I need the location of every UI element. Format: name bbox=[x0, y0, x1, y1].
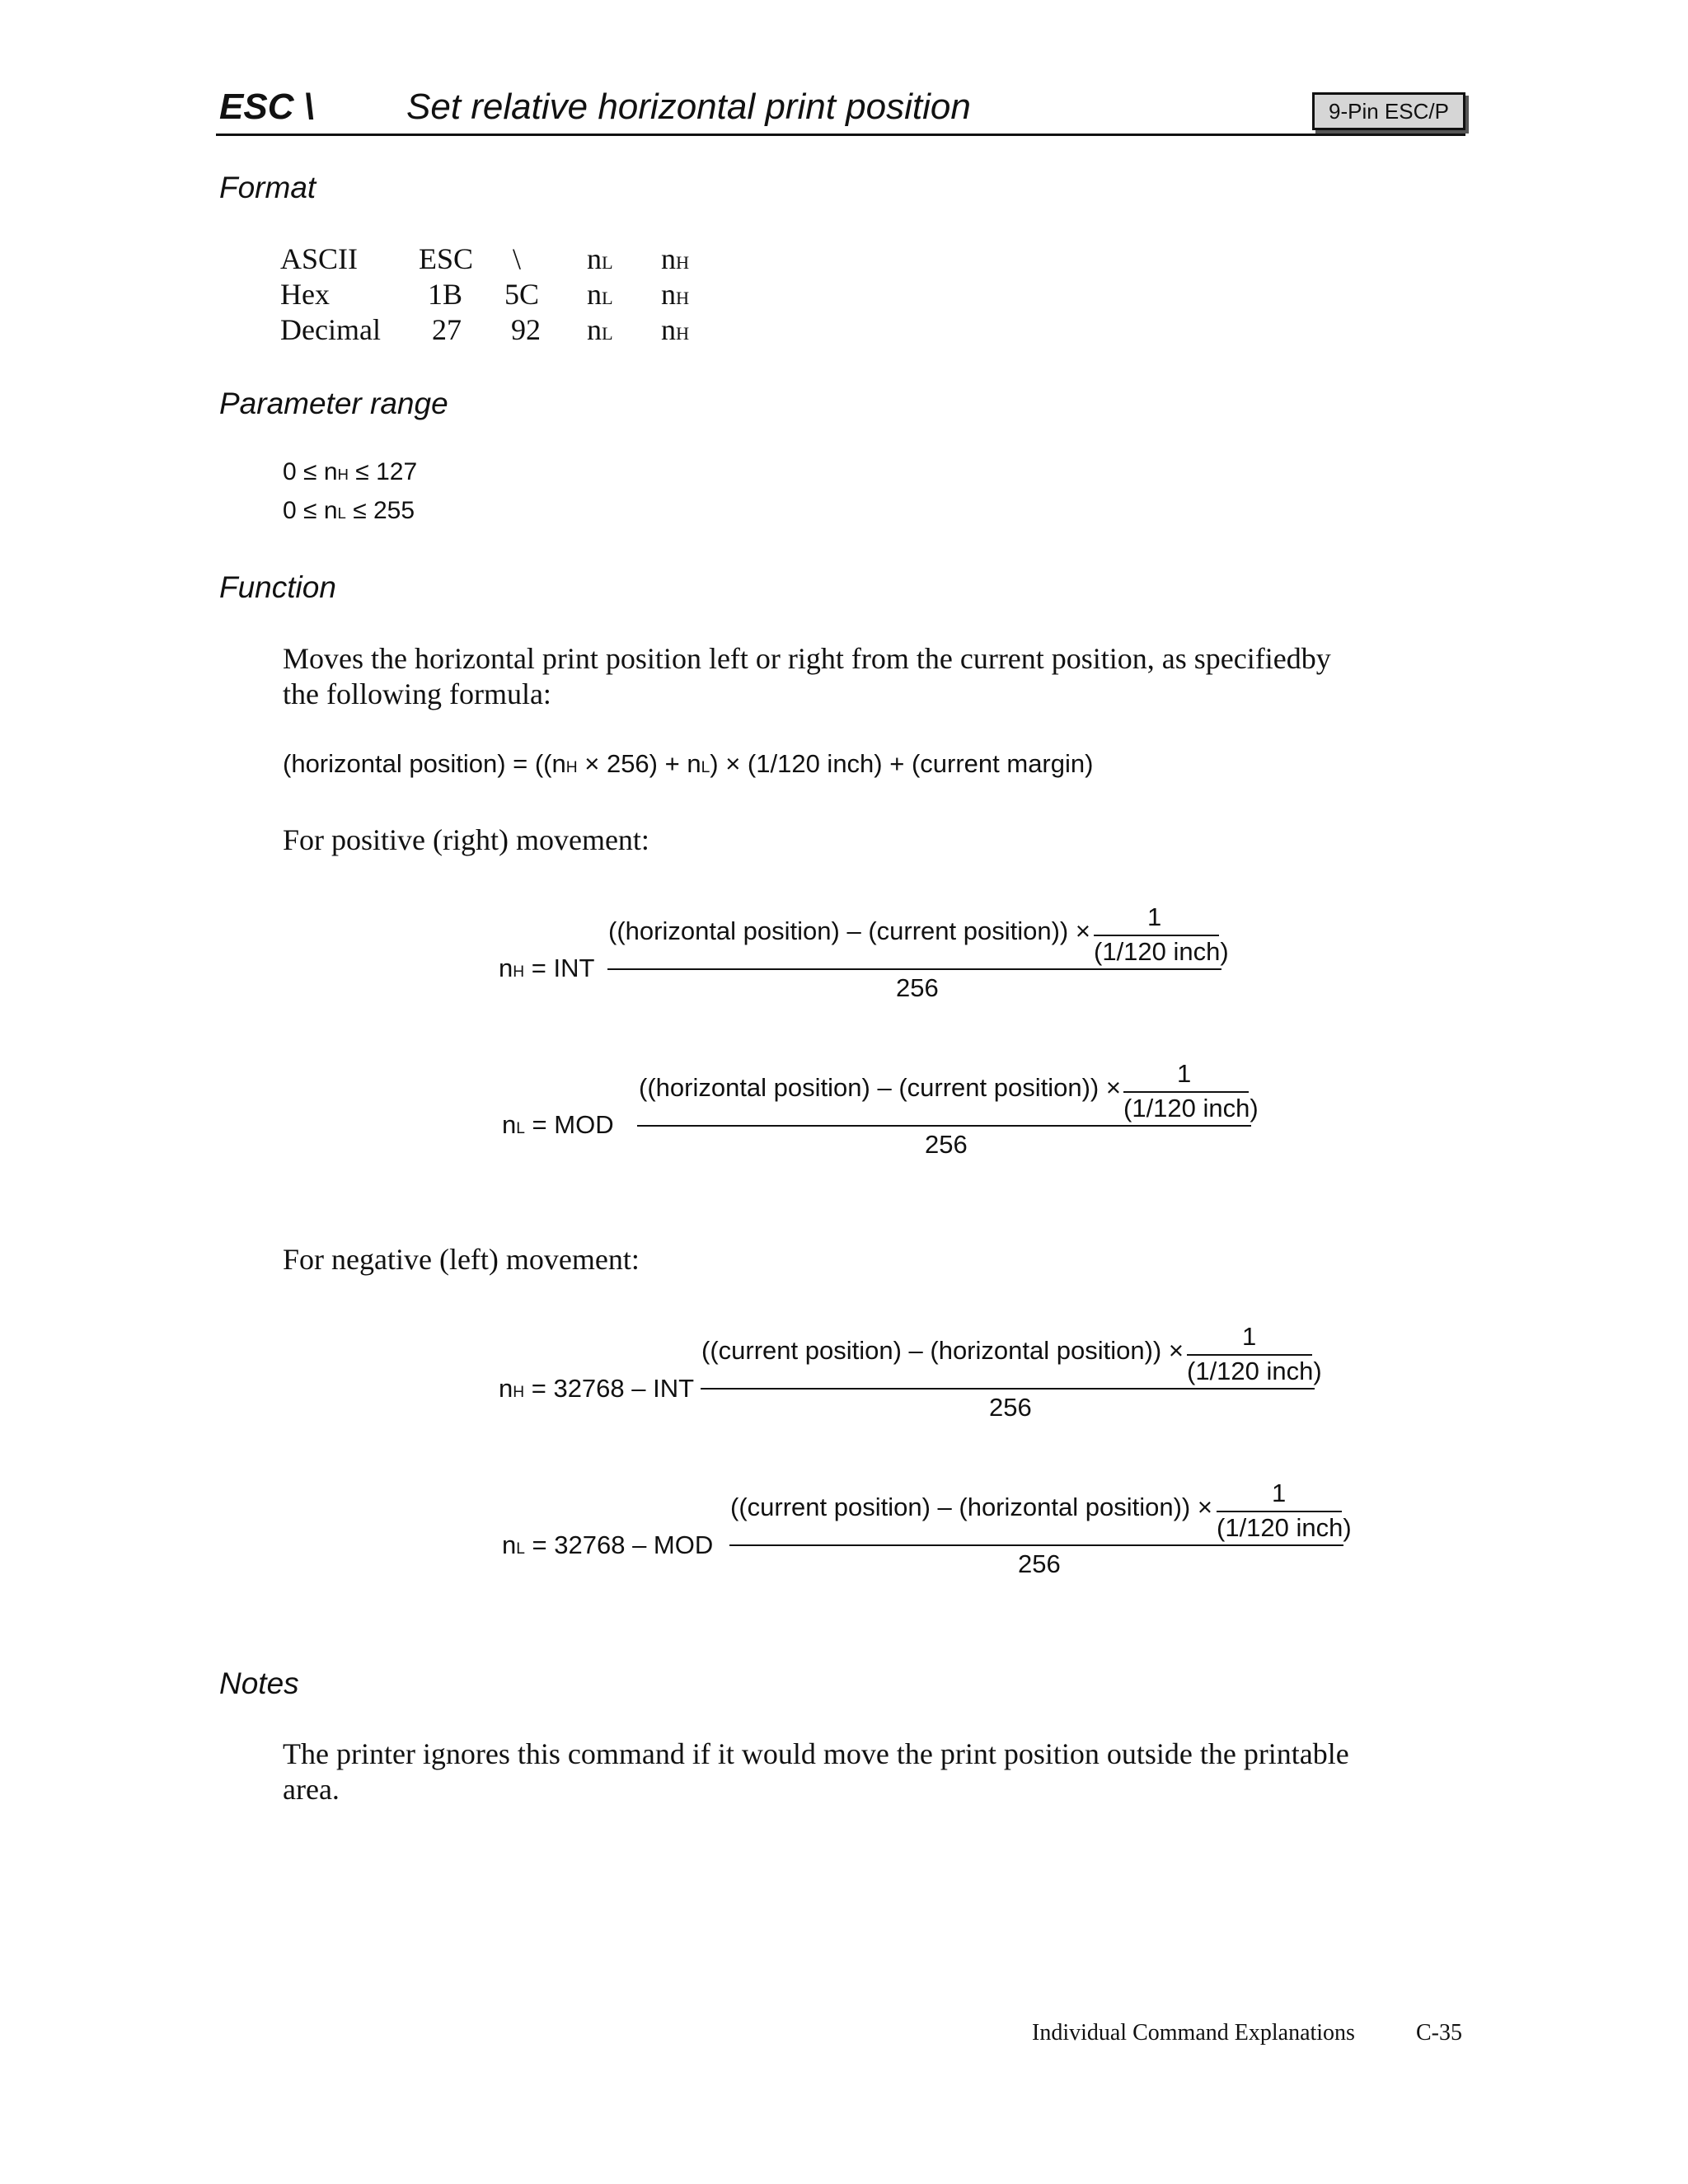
format-heading: Format bbox=[219, 171, 316, 204]
equation-denominator: 256 bbox=[896, 973, 939, 1002]
equation-denominator: 256 bbox=[1018, 1549, 1061, 1578]
positive-movement-heading: For positive (right) movement: bbox=[283, 823, 649, 856]
equation-lhs: nL = 32768 – MOD bbox=[502, 1530, 714, 1559]
format-row-label: ASCII bbox=[280, 242, 359, 275]
fraction-bar bbox=[1094, 935, 1219, 936]
footer-page-number: C-35 bbox=[1416, 2020, 1462, 2046]
format-row-label: Hex bbox=[280, 278, 330, 311]
equation-lhs: nH = INT bbox=[499, 954, 595, 982]
format-cell: \ bbox=[513, 242, 522, 275]
format-cell: nL bbox=[587, 313, 613, 346]
format-cell: ESC bbox=[419, 242, 474, 275]
fraction-denominator: (1/120 inch) bbox=[1123, 1094, 1259, 1122]
format-cell: nH bbox=[661, 313, 690, 346]
fraction-numerator: 1 bbox=[1242, 1322, 1257, 1351]
fraction-denominator: (1/120 inch) bbox=[1094, 937, 1229, 966]
param-nl-range: 0 ≤ nL ≤ 255 bbox=[283, 497, 415, 524]
equation-numerator: ((current position) – (horizontal position)) × bbox=[701, 1336, 1184, 1365]
negative-movement-heading: For negative (left) movement: bbox=[283, 1243, 640, 1276]
fraction-bar bbox=[1217, 1511, 1342, 1512]
format-row-label: Decimal bbox=[280, 313, 381, 346]
equation-denominator: 256 bbox=[989, 1393, 1032, 1422]
fraction-bar bbox=[1187, 1354, 1312, 1356]
equation-lhs: nL = MOD bbox=[502, 1110, 614, 1139]
equation-numerator: ((horizontal position) – (current position)) × bbox=[608, 916, 1090, 945]
fraction-bar bbox=[1123, 1091, 1249, 1093]
fraction-numerator: 1 bbox=[1272, 1479, 1287, 1507]
format-cell: nH bbox=[661, 278, 690, 311]
header-rule bbox=[216, 134, 1465, 136]
main-formula: (horizontal position) = ((nH × 256) + nL) × (1/120 inch) + (current margin) bbox=[283, 749, 1094, 778]
printer-type-badge: 9-Pin ESC/P bbox=[1312, 92, 1465, 130]
main-fraction-bar bbox=[729, 1544, 1343, 1546]
main-fraction-bar bbox=[701, 1388, 1315, 1390]
function-description: Moves the horizontal print position left or right from the current position, as specifiedby the following formula: bbox=[283, 642, 1331, 710]
fraction-numerator: 1 bbox=[1147, 902, 1162, 931]
format-cell: 27 bbox=[432, 313, 462, 346]
notes-text: The printer ignores this command if it would move the print position outside the printable area. bbox=[283, 1737, 1349, 1806]
format-cell: nL bbox=[587, 242, 613, 275]
param-nh-range: 0 ≤ nH ≤ 127 bbox=[283, 458, 418, 485]
main-fraction-bar bbox=[607, 968, 1221, 970]
format-cell: 1B bbox=[428, 278, 463, 311]
command-name: ESC \ bbox=[219, 87, 314, 127]
footer-section-title: Individual Command Explanations bbox=[1032, 2020, 1355, 2046]
parameter-range-heading: Parameter range bbox=[219, 387, 448, 420]
format-cell: 92 bbox=[511, 313, 541, 346]
equation-denominator: 256 bbox=[925, 1130, 968, 1159]
main-fraction-bar bbox=[637, 1125, 1251, 1127]
notes-heading: Notes bbox=[219, 1666, 299, 1700]
equation-lhs: nH = 32768 – INT bbox=[499, 1374, 695, 1403]
equation-numerator: ((horizontal position) – (current position)) × bbox=[639, 1073, 1121, 1102]
function-heading: Function bbox=[219, 570, 336, 604]
page-title: Set relative horizontal print position bbox=[406, 87, 971, 127]
fraction-denominator: (1/120 inch) bbox=[1187, 1357, 1322, 1385]
fraction-denominator: (1/120 inch) bbox=[1217, 1513, 1352, 1542]
format-cell: 5C bbox=[504, 278, 540, 311]
format-cell: nH bbox=[661, 242, 690, 275]
format-cell: nL bbox=[587, 278, 613, 311]
fraction-numerator: 1 bbox=[1177, 1059, 1192, 1088]
equation-numerator: ((current position) – (horizontal position)) × bbox=[730, 1493, 1212, 1521]
